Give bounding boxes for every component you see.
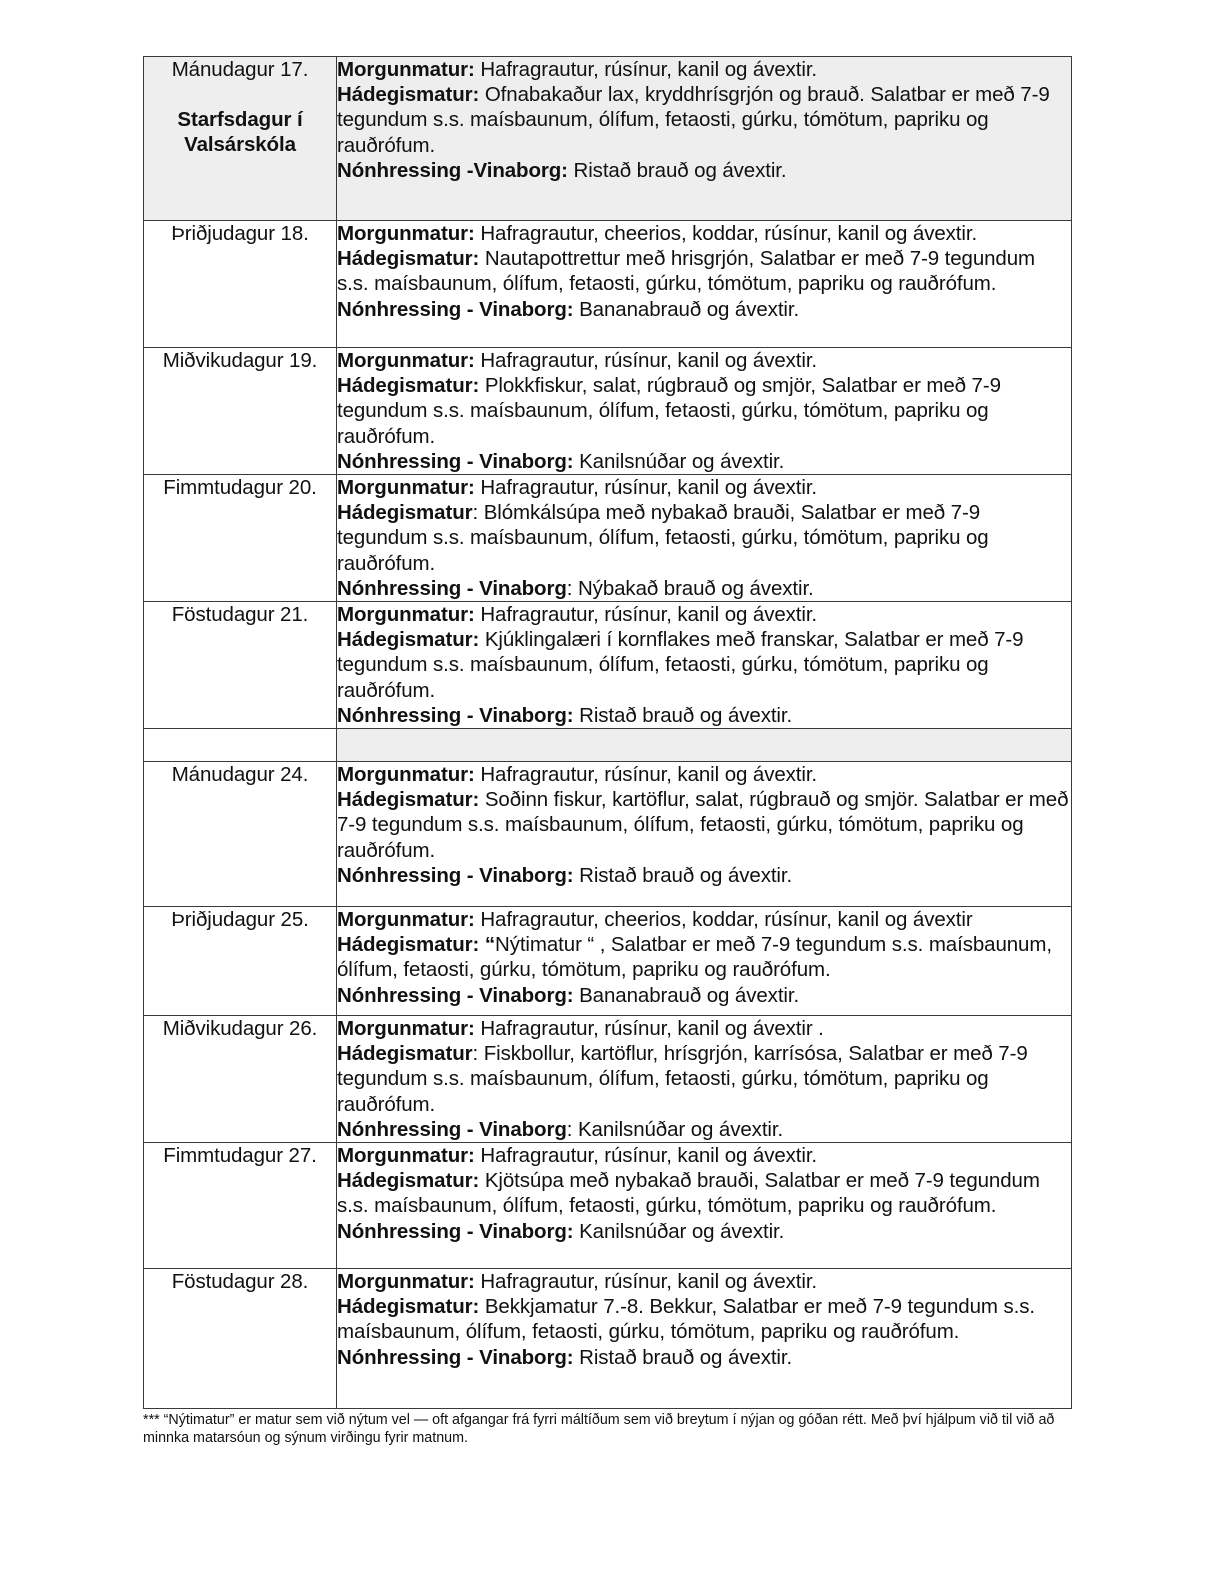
meal-breakfast-text: Hafragrautur, rúsínur, kanil og ávextir. [474, 763, 818, 787]
separator-cell-right [337, 729, 1072, 762]
meal-lunch-text: Nautapottrettur með hrisgrjón, Salatbar er með 7-9 tegundum s.s. maísbaunum, ólífum, fetaosti, gúrku, tómötum, papriku og rauðrófum. [337, 247, 1036, 296]
meal-snack-line [337, 703, 1071, 728]
meal-lunch-label: Hádegismatur [337, 1042, 473, 1066]
meals-cell [337, 1143, 1072, 1269]
meal-lunch-line [337, 246, 1071, 296]
meal-snack-text: Kanilsnúðar og ávextir. [573, 1219, 785, 1243]
meal-lunch-text: Kjötsúpa með nybakað brauði, Salatbar er með 7-9 tegundum s.s. maísbaunum, ólífum, fetaosti, gúrku, tómötum, papriku og rauðrófum. [337, 1169, 1040, 1218]
meal-breakfast-label: Morgunmatur: [337, 763, 475, 787]
meal-breakfast-line [337, 475, 1071, 500]
day-cell [144, 1269, 337, 1409]
meal-snack-text: : Kanilsnúðar og ávextir. [566, 1117, 784, 1141]
meal-breakfast-text: Hafragrautur, rúsínur, kanil og ávextir. [474, 476, 818, 500]
meal-snack-label: Nónhressing -Vinaborg: [337, 158, 568, 182]
menu-day-row [144, 1016, 1072, 1143]
menu-day-row [144, 57, 1072, 221]
meal-snack-text: Ristað brauð og ávextir. [573, 703, 793, 727]
meal-breakfast-line [337, 907, 1071, 932]
meal-lunch-line [337, 932, 1071, 982]
meal-lunch-label: Hádegismatur: [337, 788, 480, 812]
day-label: Fimmtudagur 27. [163, 1144, 317, 1168]
day-cell [144, 221, 337, 348]
meal-snack-line [337, 1219, 1071, 1244]
menu-day-row [144, 221, 1072, 348]
day-cell [144, 1143, 337, 1269]
meal-breakfast-text: Hafragrautur, rúsínur, kanil og ávextir . [474, 1017, 824, 1041]
meal-lunch-text: : Blómkálsúpa með nybakað brauði, Salatbar er með 7-9 tegundum s.s. maísbaunum, ólífum, fetaosti, gúrku, tómötum, papriku og rauðrófum. [337, 501, 989, 575]
meal-lunch-line [337, 787, 1071, 863]
meal-breakfast-text: Hafragrautur, rúsínur, kanil og ávextir. [474, 603, 818, 627]
meal-breakfast-text: Hafragrautur, cheerios, koddar, rúsínur, kanil og ávextir. [474, 222, 978, 245]
meal-breakfast-label: Morgunmatur: [337, 476, 475, 500]
meals-cell [337, 221, 1072, 348]
meal-snack-line [337, 863, 1071, 888]
meal-lunch-line [337, 500, 1071, 576]
meal-snack-text: Kanilsnúðar og ávextir. [573, 449, 785, 473]
day-label: Föstudagur 21. [171, 603, 309, 627]
meal-breakfast-text: Hafragrautur, rúsínur, kanil og ávextir. [474, 349, 818, 372]
meal-breakfast-label: Morgunmatur: [337, 1144, 475, 1168]
meal-snack-label: Nónhressing - Vinaborg: [337, 863, 574, 887]
meal-lunch-line [337, 1041, 1071, 1117]
meal-breakfast-label: Morgunmatur: [337, 349, 475, 372]
meal-snack-label: Nónhressing - Vinaborg: [337, 983, 574, 1007]
meal-lunch-text: : Fiskbollur, kartöflur, hrísgrjón, karrísósa, Salatbar er með 7-9 tegundum s.s. maísbaunum, ólífum, fetaosti, gúrku, tómötum, papriku og rauðrófum. [337, 1042, 1028, 1116]
meal-lunch-label: Hádegismatur: [337, 1295, 480, 1319]
day-cell [144, 1016, 337, 1143]
meal-breakfast-label: Morgunmatur: [337, 1017, 475, 1041]
meal-lunch-label: Hádegismatur: [337, 628, 480, 652]
meal-lunch-text: Kjúklingalæri í kornflakes með franskar, Salatbar er með 7-9 tegundum s.s. maísbaunum, ólífum, fetaosti, gúrku, tómötum, papriku og rauðrófum. [337, 628, 1024, 702]
meal-breakfast-line [337, 57, 1071, 82]
meals-cell [337, 57, 1072, 221]
menu-day-row [144, 907, 1072, 1016]
menu-day-row [144, 762, 1072, 907]
meal-snack-line [337, 449, 1071, 474]
meal-breakfast-text: Hafragrautur, rúsínur, kanil og ávextir. [474, 1144, 818, 1168]
day-label: Miðvikudagur 26. [162, 1017, 318, 1041]
meal-lunch-text: Ofnabakaður lax, kryddhrísgrjón og brauð. Salatbar er með 7-9 tegundum s.s. maísbaunum, ólífum, fetaosti, gúrku, tómötum, papriku og rauðrófum. [337, 83, 1050, 157]
day-note: Starfsdagur í Valsárskóla [177, 108, 303, 157]
meal-breakfast-label: Morgunmatur: [337, 603, 475, 627]
meals-cell [337, 762, 1072, 907]
meal-breakfast-label: Morgunmatur: [337, 222, 475, 245]
week-separator-row [144, 729, 1072, 762]
day-cell [144, 475, 337, 602]
meal-breakfast-text: Hafragrautur, rúsínur, kanil og ávextir. [474, 58, 818, 81]
meal-snack-line [337, 297, 1071, 322]
meal-lunch-line [337, 627, 1071, 703]
meal-breakfast-label: Morgunmatur: [337, 908, 475, 932]
meal-breakfast-text: Hafragrautur, rúsínur, kanil og ávextir. [474, 1270, 818, 1294]
meals-cell [337, 348, 1072, 475]
meal-snack-label: Nónhressing - Vinaborg: [337, 1219, 574, 1243]
meal-snack-text: Bananabrauð og ávextir. [573, 297, 800, 321]
meal-lunch-label: Hádegismatur: [337, 374, 480, 398]
day-label: Föstudagur 28. [171, 1270, 309, 1294]
day-label: Fimmtudagur 20. [163, 476, 317, 500]
meals-cell [337, 602, 1072, 729]
menu-table-body [144, 57, 1072, 1409]
meal-lunch-line [337, 82, 1071, 158]
meal-lunch-label: Hádegismatur: [337, 83, 480, 107]
meal-snack-text: Ristað brauð og ávextir. [573, 1345, 793, 1369]
separator-cell-left [144, 729, 337, 762]
meal-breakfast-line [337, 1143, 1071, 1168]
meal-lunch-text: Nýtimatur “ , Salatbar er með 7-9 tegundum s.s. maísbaunum, ólífum, fetaosti, gúrku, tómötum, papriku og rauðrófum. [337, 933, 1052, 982]
meal-breakfast-line [337, 762, 1071, 787]
day-label: Þriðjudagur 18. [171, 222, 309, 245]
meal-breakfast-label: Morgunmatur: [337, 1270, 475, 1294]
meal-breakfast-line [337, 348, 1071, 373]
meal-snack-label: Nónhressing - Vinaborg: [337, 703, 574, 727]
meal-breakfast-line [337, 602, 1071, 627]
day-label: Mánudagur 24. [171, 763, 309, 787]
meal-breakfast-line [337, 1269, 1071, 1294]
meal-snack-line [337, 576, 1071, 601]
meal-snack-label: Nónhressing - Vinaborg [337, 1117, 567, 1141]
day-cell [144, 348, 337, 475]
meals-cell [337, 907, 1072, 1016]
day-label: Miðvikudagur 19. [162, 349, 318, 372]
meal-snack-text: : Nýbakað brauð og ávextir. [566, 576, 814, 600]
day-label: Þriðjudagur 25. [171, 908, 309, 932]
meal-snack-label: Nónhressing - Vinaborg [337, 576, 567, 600]
meal-breakfast-line [337, 1016, 1071, 1041]
meal-breakfast-label: Morgunmatur: [337, 58, 475, 81]
meal-breakfast-text: Hafragrautur, cheerios, koddar, rúsínur, kanil og ávextir [474, 908, 973, 932]
day-cell [144, 762, 337, 907]
meal-snack-text: Ristað brauð og ávextir. [567, 158, 787, 182]
meal-lunch-line [337, 1168, 1071, 1218]
meal-snack-line [337, 158, 1071, 183]
meal-lunch-line [337, 373, 1071, 449]
meal-snack-line [337, 983, 1071, 1008]
meal-lunch-label: Hádegismatur: [337, 247, 480, 271]
menu-day-row [144, 1269, 1072, 1409]
meal-snack-text: Bananabrauð og ávextir. [573, 983, 800, 1007]
meal-snack-label: Nónhressing - Vinaborg: [337, 1345, 574, 1369]
meal-snack-text: Ristað brauð og ávextir. [573, 863, 793, 887]
menu-day-row [144, 602, 1072, 729]
meal-lunch-text: Soðinn fiskur, kartöflur, salat, rúgbrauð og smjör. Salatbar er með 7-9 tegundum s.s. maísbaunum, ólífum, fetaosti, gúrku, tómötum, papriku og rauðrófum. [337, 788, 1069, 862]
meal-lunch-line [337, 1294, 1071, 1344]
meal-lunch-label: Hádegismatur: [337, 1169, 480, 1193]
meal-lunch-label: Hádegismatur: “ [337, 933, 495, 957]
day-cell [144, 57, 337, 221]
meal-snack-line [337, 1345, 1071, 1370]
meal-snack-label: Nónhressing - Vinaborg: [337, 297, 574, 321]
day-label: Mánudagur 17. [171, 58, 309, 81]
meal-snack-line [337, 1117, 1071, 1142]
meals-cell [337, 475, 1072, 602]
meal-lunch-label: Hádegismatur [337, 501, 473, 525]
meal-lunch-text: Plokkfiskur, salat, rúgbrauð og smjör, Salatbar er með 7-9 tegundum s.s. maísbaunum, ólífum, fetaosti, gúrku, tómötum, papriku og rauðrófum. [337, 374, 1001, 448]
menu-day-row [144, 348, 1072, 475]
menu-day-row [144, 475, 1072, 602]
meal-snack-label: Nónhressing - Vinaborg: [337, 449, 574, 473]
footnote-nytimatur: *** “Nýtimatur” er matur sem við nýtum vel — oft afgangar frá fyrri máltíðum sem við breytum í nýjan og góðan rétt. Með því hjálpum við til við að minnka matarsóun og sýnum virðingu fyrir matnum. [143, 1412, 1055, 1447]
meals-cell [337, 1016, 1072, 1143]
day-cell [144, 602, 337, 729]
day-cell [144, 907, 337, 1016]
meals-cell [337, 1269, 1072, 1409]
weekly-menu-table [143, 56, 1072, 1409]
lunch-menu-page [143, 56, 1071, 1447]
meal-breakfast-line [337, 221, 1071, 246]
meal-lunch-text: Bekkjamatur 7.-8. Bekkur, Salatbar er með 7-9 tegundum s.s. maísbaunum, ólífum, fetaosti, gúrku, tómötum, papriku og rauðrófum. [337, 1295, 1035, 1344]
menu-day-row [144, 1143, 1072, 1269]
